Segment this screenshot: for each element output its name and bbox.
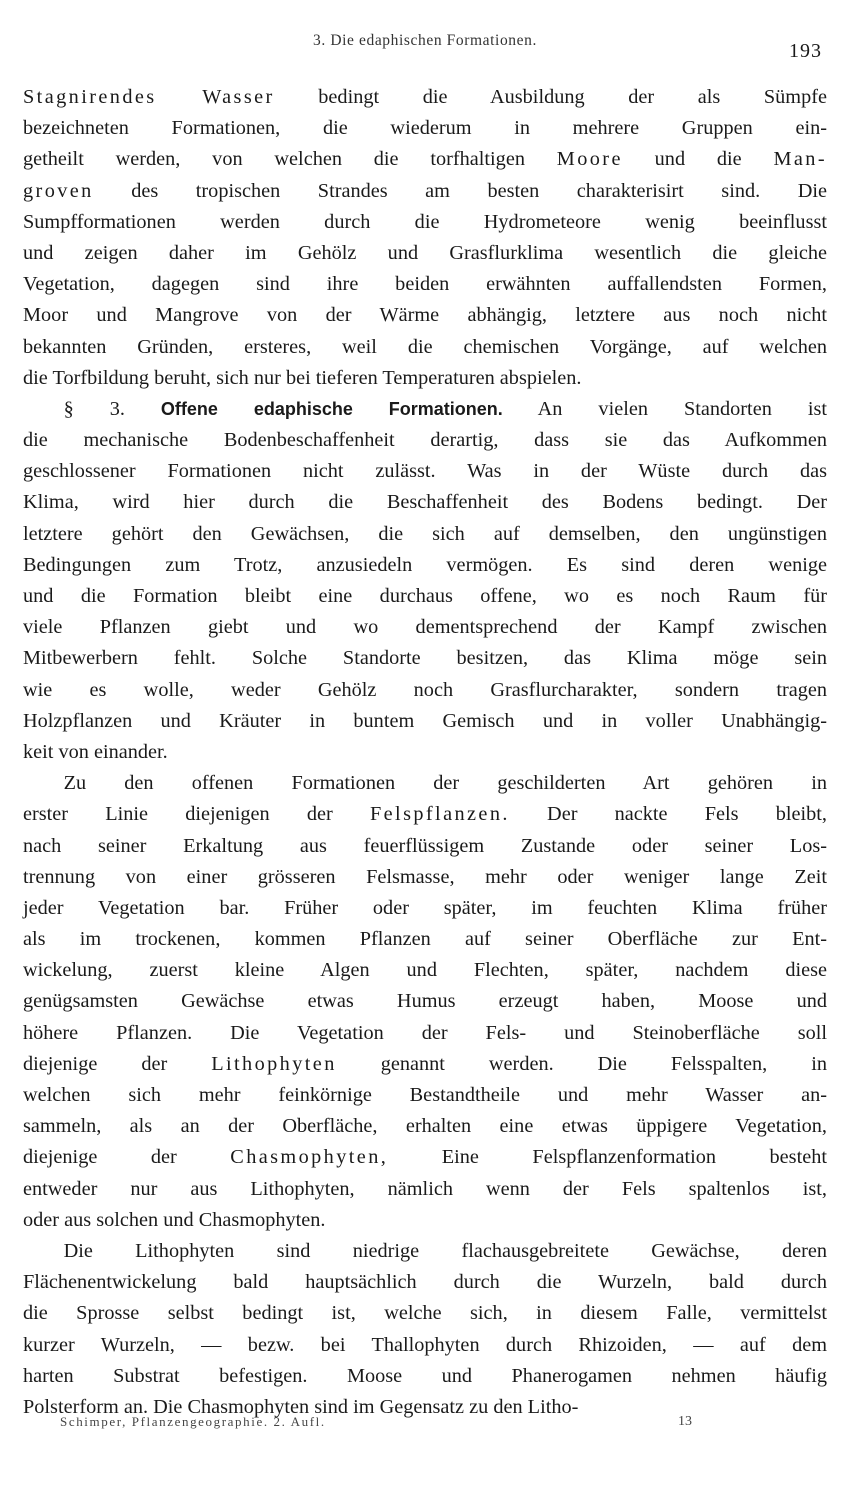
text-run: und die — [622, 148, 774, 171]
paragraph — [23, 82, 827, 394]
paragraph — [23, 394, 827, 768]
text-run: oder aus solchen und Chasmophyten. — [23, 1208, 326, 1231]
text-run: höhere Pflanzen. Die Vegetation der Fels- und Steinoberfläche soll — [23, 1021, 827, 1044]
section-heading: Offene edaphische Formationen. — [160, 398, 503, 419]
spaced-term: Chasmophyten, — [230, 1146, 389, 1169]
text-line — [23, 831, 827, 862]
text-run: Klima, wird hier durch die Beschaffenheit des Bodens bedingt. Der — [23, 491, 827, 514]
spaced-term: Lithophyten — [211, 1052, 337, 1075]
text-line — [23, 893, 827, 924]
text-line — [23, 1174, 827, 1205]
text-line — [23, 581, 827, 612]
text-run: nach seiner Erkaltung aus feuerflüssigem Zustande oder seiner Los- — [23, 834, 827, 857]
text-run: getheilt werden, von welchen die torfhaltigen — [23, 148, 557, 171]
text-run: trennung von einer grösseren Felsmasse, mehr oder weniger lange Zeit — [23, 865, 827, 888]
paragraph — [23, 768, 827, 1236]
text-run: entweder nur aus Lithophyten, nämlich wenn der Fels spaltenlos ist, — [23, 1177, 827, 1200]
text-run: wickelung, zuerst kleine Algen und Flechten, später, nachdem diese — [23, 959, 827, 982]
text-line — [23, 425, 827, 456]
text-line — [23, 1330, 827, 1361]
paragraph — [23, 1236, 827, 1423]
text-line — [23, 737, 827, 768]
text-line — [23, 332, 827, 363]
text-line — [23, 986, 827, 1017]
text-line — [23, 363, 827, 394]
text-line — [23, 799, 827, 830]
text-run: bezeichneten Formationen, die wiederum in mehrere Gruppen ein- — [23, 117, 827, 140]
text-run: Eine Felspflanzenformation besteht — [388, 1146, 827, 1169]
text-line — [23, 1049, 827, 1080]
text-line — [23, 1361, 827, 1392]
text-run: Polsterform an. Die Chasmophyten sind im Gegensatz zu den Litho- — [23, 1395, 579, 1418]
text-run: kurzer Wurzeln, — bezw. bei Thallophyten durch Rhizoiden, — auf dem — [23, 1333, 827, 1356]
running-head: 3. Die edaphischen Formationen. — [313, 32, 537, 49]
text-line — [23, 300, 827, 331]
text-run: Der nackte Fels bleibt, — [509, 803, 827, 826]
text-line — [23, 1298, 827, 1329]
text-run: diejenige der — [23, 1052, 212, 1075]
text-run: genannt werden. Die Felsspalten, in — [336, 1052, 827, 1075]
text-run: Bedingungen zum Trotz, anzusiedeln vermögen. Es sind deren wenige — [23, 553, 827, 576]
text-run: Holzpflanzen und Kräuter in buntem Gemisch und in voller Unabhängig- — [23, 709, 827, 732]
text-run: die Torfbildung beruht, sich nur bei tieferen Temperaturen abspielen. — [23, 366, 582, 389]
text-run: Moor und Mangrove von der Wärme abhängig, letztere aus noch nicht — [23, 304, 827, 327]
text-line — [23, 82, 827, 113]
text-line — [23, 768, 827, 799]
text-run: Sumpfformationen werden durch die Hydrometeore wenig beeinflusst — [23, 210, 827, 233]
text-run: welchen sich mehr feinkörnige Bestandtheile und mehr Wasser an- — [23, 1084, 827, 1106]
text-run: und die Formation bleibt eine durchaus offene, wo es noch Raum für — [23, 585, 827, 607]
text-line — [23, 269, 827, 300]
text-line — [23, 519, 827, 550]
text-run: des tropischen Strandes am besten charakterisirt sind. Die — [93, 179, 827, 202]
spaced-term: groven — [23, 179, 94, 202]
text-run: geschlossener Formationen nicht zulässt. Was in der Wüste durch das — [23, 460, 827, 483]
text-line — [23, 924, 827, 955]
text-line — [23, 1080, 827, 1111]
text-line — [23, 550, 827, 581]
text-run: als im trockenen, kommen Pflanzen auf seiner Oberfläche zur Ent- — [23, 928, 827, 951]
text-line — [23, 207, 827, 238]
page-header — [0, 32, 850, 64]
text-run: sammeln, als an der Oberfläche, erhalten eine etwas üppigere Vegetation, — [23, 1115, 827, 1138]
text-run: § 3. — [23, 397, 161, 420]
text-run: die Sprosse selbst bedingt ist, welche sich, in diesem Falle, vermittelst — [23, 1302, 827, 1325]
text-line — [23, 1142, 827, 1173]
spaced-term: Man- — [773, 148, 827, 171]
text-run: Die Lithophyten sind niedrige flachausgebreitete Gewächse, deren — [23, 1239, 827, 1262]
text-line — [23, 394, 827, 425]
text-run: keit von einander. — [23, 740, 168, 763]
text-line — [23, 862, 827, 893]
text-line — [23, 238, 827, 269]
text-run: erster Linie diejenigen der — [23, 803, 370, 826]
text-line — [23, 1205, 827, 1236]
text-run: Vegetation, dagegen sind ihre beiden erwähnten auffallendsten Formen, — [23, 273, 827, 296]
body-text — [23, 82, 827, 1423]
text-line — [23, 176, 827, 207]
text-run: jeder Vegetation bar. Früher oder später, im feuchten Klima früher — [23, 896, 827, 919]
page-footer — [0, 1414, 850, 1436]
text-line — [23, 113, 827, 144]
text-run: bedingt die Ausbildung der als Sümpfe — [274, 86, 827, 108]
text-run: die mechanische Bodenbeschaffenheit derartig, dass sie das Aufkommen — [23, 429, 827, 452]
text-run: bekannten Gründen, ersteres, weil die chemischen Vorgänge, auf welchen — [23, 335, 827, 358]
text-run: viele Pflanzen giebt und wo dementsprechend der Kampf zwischen — [23, 616, 827, 639]
text-run: genügsamsten Gewächse etwas Humus erzeugt haben, Moose und — [23, 990, 827, 1013]
page-number: 193 — [789, 40, 822, 62]
sheet-signature: 13 — [678, 1414, 692, 1429]
text-line — [23, 456, 827, 487]
spaced-term: Felspflanzen. — [369, 803, 510, 826]
spaced-term: Moore — [556, 148, 623, 171]
text-line — [23, 1018, 827, 1049]
text-run: Zu den offenen Formationen der geschilderten Art gehören in — [23, 772, 827, 795]
text-run: harten Substrat befestigen. Moose und Phanerogamen nehmen häufig — [23, 1364, 827, 1387]
text-line — [23, 643, 827, 674]
text-line — [23, 1236, 827, 1267]
text-line — [23, 487, 827, 518]
text-line — [23, 144, 827, 175]
text-run: Mitbewerbern fehlt. Solche Standorte besitzen, das Klima möge sein — [23, 647, 827, 670]
spaced-term: Stagnirendes Wasser — [23, 86, 275, 108]
printer-signature: Schimper, Pflanzengeographie. 2. Aufl. — [60, 1414, 326, 1429]
text-run: letztere gehört den Gewächsen, die sich auf demselben, den ungünstigen — [23, 522, 827, 545]
text-line — [23, 706, 827, 737]
text-run: An vielen Standorten ist — [502, 397, 827, 420]
text-run: diejenige der — [23, 1146, 231, 1169]
text-run: Flächenentwickelung bald hauptsächlich durch die Wurzeln, bald durch — [23, 1271, 827, 1294]
text-line — [23, 1267, 827, 1298]
text-line — [23, 612, 827, 643]
text-line — [23, 1111, 827, 1142]
text-run: und zeigen daher im Gehölz und Grasflurklima wesentlich die gleiche — [23, 241, 827, 264]
text-line — [23, 955, 827, 986]
text-run: wie es wolle, weder Gehölz noch Grasflurcharakter, sondern tragen — [23, 678, 827, 701]
text-line — [23, 675, 827, 706]
